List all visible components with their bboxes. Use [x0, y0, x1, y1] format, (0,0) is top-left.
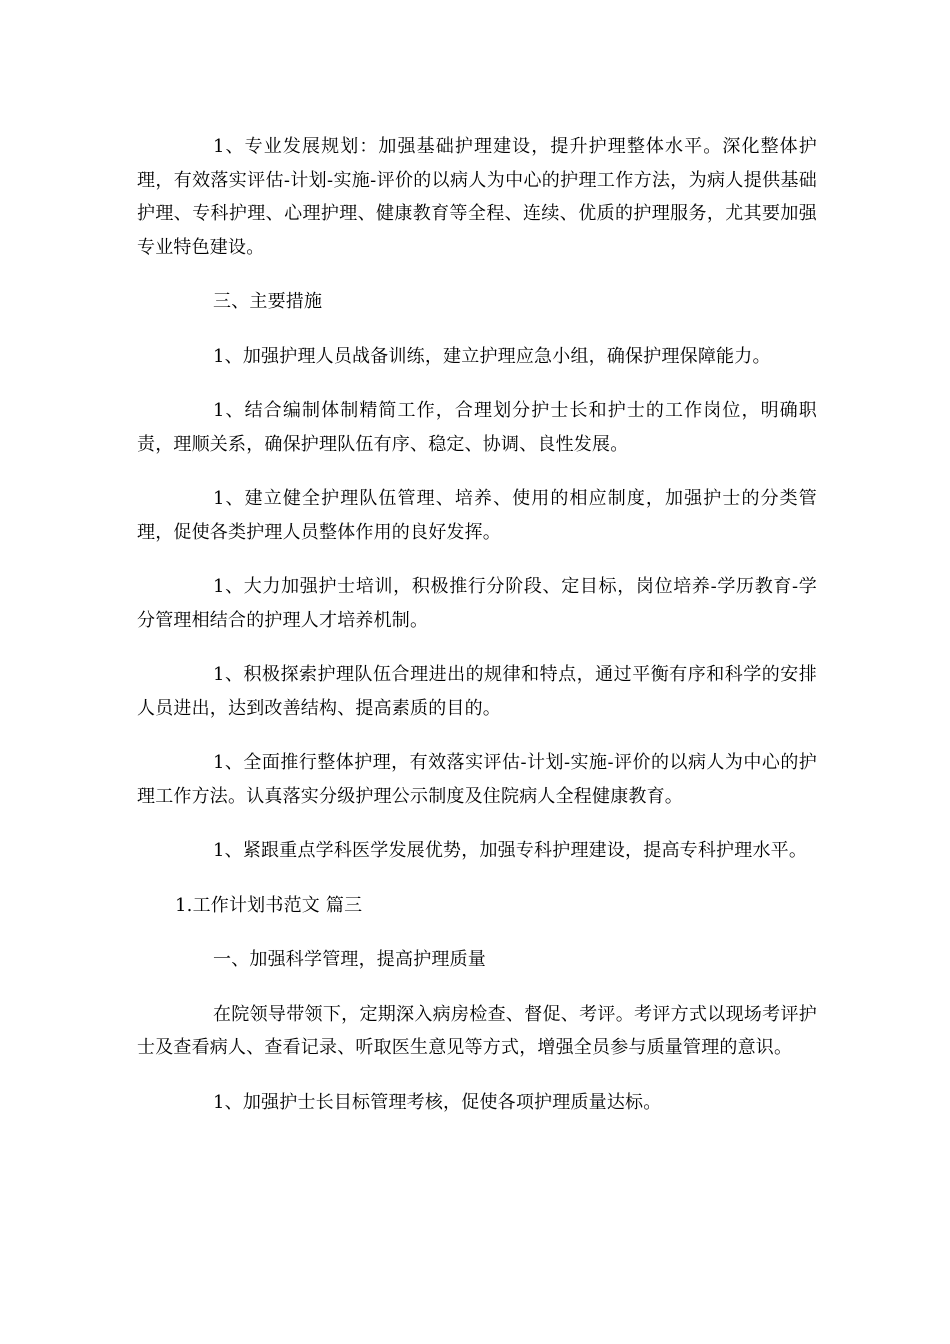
- paragraph-measure-training: 1、加强护理人员战备训练，建立护理应急小组，确保护理保障能力。: [213, 345, 771, 367]
- heading-main-measures: 三、主要措施: [213, 291, 323, 312]
- paragraph-measure-holistic-care: 1、全面推行整体护理，有效落实评估-计划-实施-评价的以病人为中心的护理工作方法。认真落实分级护理公示制度及住院病人全程健康教育。: [137, 752, 817, 807]
- document-page: [137, 130, 817, 1140]
- paragraph-measure-positions: 1、结合编制体制精简工作，合理划分护士长和护士的工作岗位，明确职责，理顺关系，确保护理队伍有序、稳定、协调、良性发展。: [137, 400, 817, 455]
- paragraph-measure-system: 1、建立健全护理队伍管理、培养、使用的相应制度，加强护士的分类管理，促使各类护理人员整体作用的良好发挥。: [137, 488, 817, 543]
- paragraph-measure-training-mechanism: 1、大力加强护士培训，积极推行分阶段、定目标，岗位培养-学历教育-学分管理相结合的护理人才培养机制。: [137, 576, 817, 631]
- heading-scientific-management: 一、加强科学管理，提高护理质量: [213, 949, 486, 970]
- paragraph-head-nurse-assessment: 1、加强护士长目标管理考核，促使各项护理质量达标。: [213, 1091, 662, 1113]
- paragraph-development-plan: 1、专业发展规划：加强基础护理建设，提升护理整体水平。深化整体护理，有效落实评估-计划-实施-评价的以病人为中心的护理工作方法，为病人提供基础护理、专科护理、心理护理、健康教育等全程、连续、优质的护理服务，尤其要加强专业特色建设。: [137, 136, 817, 258]
- paragraph-measure-specialty: 1、紧跟重点学科医学发展优势，加强专科护理建设，提高专科护理水平。: [213, 840, 808, 861]
- paragraph-measure-staffing: 1、积极探索护理队伍合理进出的规律和特点，通过平衡有序和科学的安排人员进出，达到改善结构、提高素质的目的。: [137, 664, 817, 719]
- section-title-part-three: 1.工作计划书范文 篇三: [175, 894, 363, 916]
- paragraph-inspection: 在院领导带领下，定期深入病房检查、督促、考评。考评方式以现场考评护士及查看病人、查看记录、听取医生意见等方式，增强全员参与质量管理的意识。: [137, 1003, 817, 1058]
